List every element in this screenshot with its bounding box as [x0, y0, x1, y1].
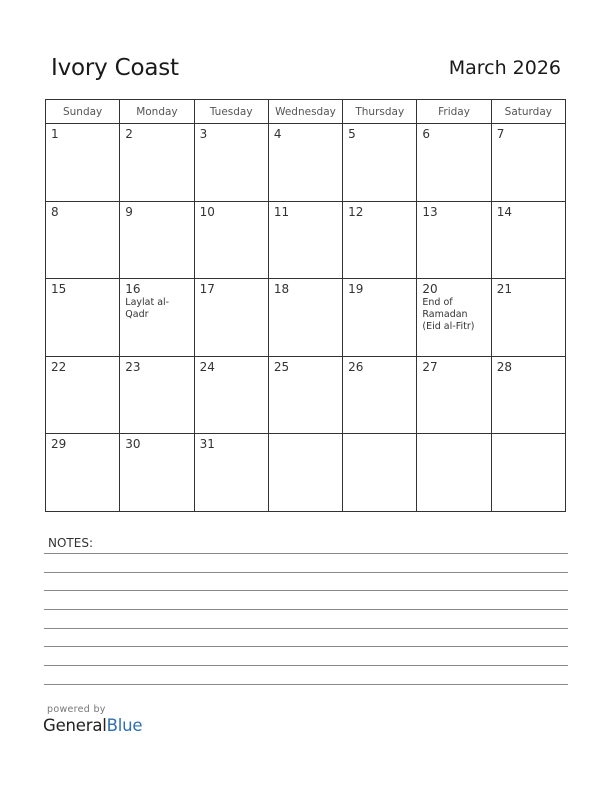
- day-cell: [491, 434, 565, 512]
- day-cell: [120, 124, 194, 202]
- day-cell: [194, 279, 268, 357]
- day-number: 16: [125, 282, 141, 297]
- day-number: 14: [496, 204, 512, 219]
- day-cell: [491, 356, 565, 434]
- day-number: 3: [199, 127, 208, 141]
- day-cell: [194, 356, 268, 434]
- day-number: 22: [51, 359, 67, 374]
- day-cell: [491, 279, 565, 357]
- note-line: [44, 572, 568, 573]
- day-cell: [46, 124, 120, 202]
- brand-general: General: [43, 716, 107, 735]
- week-row: [46, 279, 566, 357]
- week-row: [46, 201, 566, 279]
- day-cell: [343, 434, 417, 512]
- day-cell: [491, 201, 565, 279]
- day-number: 10: [199, 204, 215, 219]
- weekday-header-row: [46, 100, 566, 124]
- day-number: 6: [422, 127, 431, 141]
- day-cell: [417, 356, 491, 434]
- note-line: [44, 553, 568, 554]
- weekday-monday: Monday: [120, 100, 194, 124]
- weekday-tuesday: Tuesday: [194, 100, 268, 124]
- day-cell: [46, 279, 120, 357]
- weekday-sunday: Sunday: [46, 100, 120, 124]
- day-number: 20: [422, 282, 438, 297]
- weekday-saturday: Saturday: [491, 100, 565, 124]
- note-line: [44, 628, 568, 629]
- day-number: 13: [422, 204, 438, 219]
- day-cell: [194, 124, 268, 202]
- day-number: 18: [273, 282, 290, 297]
- generalblue-logo: [43, 716, 142, 735]
- day-cell: [417, 434, 491, 512]
- day-cell: [120, 356, 194, 434]
- day-number: 21: [496, 282, 512, 297]
- holiday-label: End of Ramadan (Eid al-Fitr): [422, 297, 475, 333]
- day-number: 12: [348, 204, 364, 219]
- day-number: 8: [51, 204, 59, 219]
- day-number: 26: [348, 359, 364, 374]
- week-row: [46, 356, 566, 434]
- day-cell: [343, 356, 417, 434]
- day-cell: [268, 279, 342, 357]
- day-number: 31: [199, 437, 215, 452]
- calendar-grid: [45, 99, 566, 512]
- week-row: [46, 124, 566, 202]
- day-cell: [194, 201, 268, 279]
- brand-blue: Blue: [106, 716, 143, 735]
- day-cell: [417, 201, 491, 279]
- day-number: 2: [125, 127, 133, 141]
- month-title: March 2026: [448, 57, 561, 79]
- day-cell: [46, 434, 120, 512]
- day-cell: [268, 434, 342, 512]
- day-cell: [343, 124, 417, 202]
- day-cell: [194, 434, 268, 512]
- day-number: 30: [125, 437, 141, 452]
- week-row: [46, 434, 566, 512]
- day-cell: [46, 356, 120, 434]
- day-number: 24: [199, 359, 215, 374]
- day-number: 1: [51, 127, 59, 141]
- day-number: 28: [496, 359, 512, 374]
- day-number: 15: [51, 282, 67, 297]
- day-cell: [343, 279, 417, 357]
- holiday-label: Laylat al-Qadr: [125, 297, 170, 321]
- day-number: 23: [125, 359, 141, 374]
- day-cell: [46, 201, 120, 279]
- day-number: 19: [348, 282, 364, 297]
- day-number: 11: [273, 204, 290, 219]
- note-line: [44, 665, 568, 666]
- weekday-wednesday: Wednesday: [268, 100, 342, 124]
- day-number: 4: [273, 127, 282, 141]
- day-number: 7: [496, 127, 505, 141]
- day-cell: [268, 201, 342, 279]
- weekday-thursday: Thursday: [343, 100, 417, 124]
- day-cell: [268, 356, 342, 434]
- day-cell: [268, 124, 342, 202]
- day-cell: [417, 279, 491, 357]
- day-cell: [491, 124, 565, 202]
- powered-by-text: powered by: [47, 704, 106, 715]
- day-number: 27: [422, 359, 438, 374]
- day-cell: [120, 434, 194, 512]
- note-line: [44, 684, 568, 685]
- day-cell: [343, 201, 417, 279]
- day-number: 25: [273, 359, 290, 374]
- note-line: [44, 609, 568, 610]
- weekday-friday: Friday: [417, 100, 491, 124]
- note-line: [44, 646, 568, 647]
- day-number: 9: [125, 204, 133, 219]
- day-cell: [120, 279, 194, 357]
- day-cell: [417, 124, 491, 202]
- day-number: 5: [348, 127, 356, 141]
- country-title: Ivory Coast: [51, 55, 179, 81]
- note-line: [44, 590, 568, 591]
- day-cell: [120, 201, 194, 279]
- day-number: 17: [199, 282, 215, 297]
- day-number: 29: [51, 437, 67, 452]
- notes-label: NOTES:: [48, 536, 93, 550]
